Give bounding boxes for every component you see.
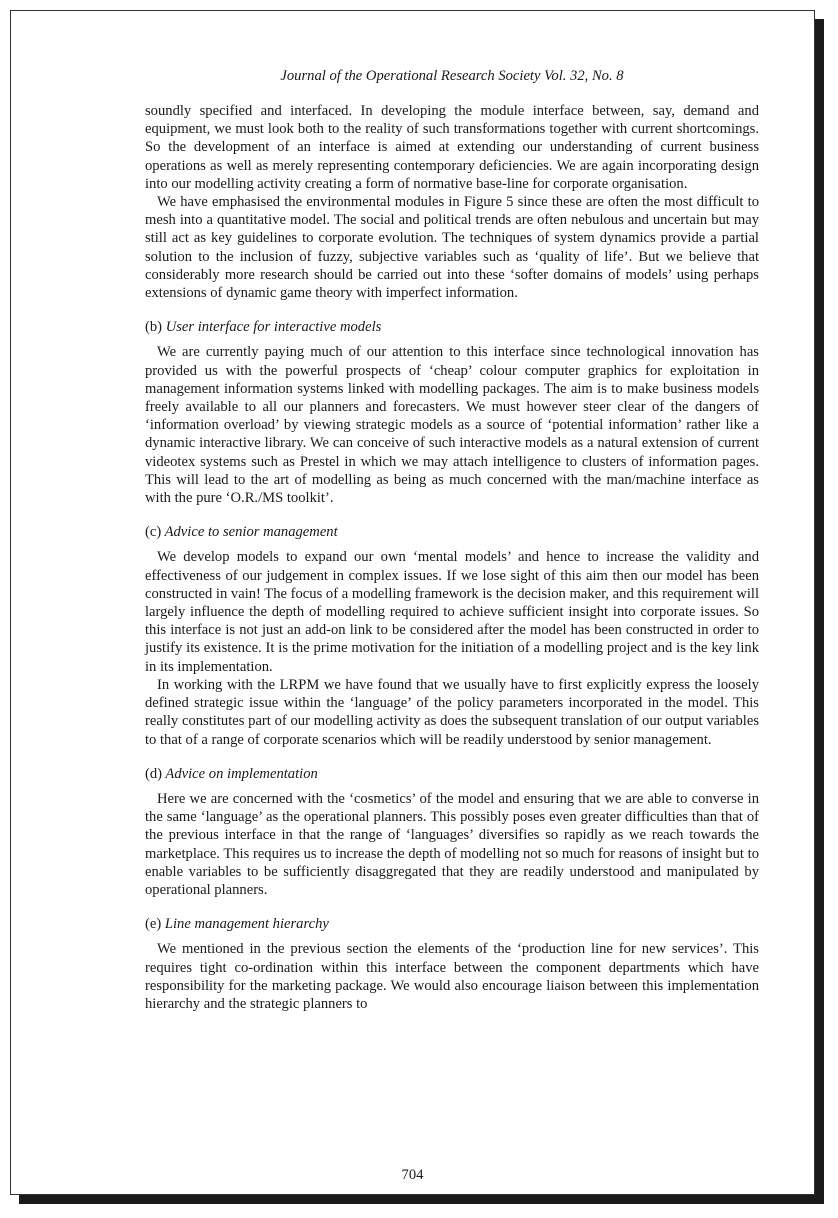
section-heading-b <box>145 318 759 336</box>
section-heading-d <box>145 765 759 783</box>
section-title: User interface for interactive models <box>165 319 382 336</box>
section-title: Advice to senior management <box>164 524 338 541</box>
paragraph: We are currently paying much of our attention to this interface since technological innovation has provided us with the powerful prospects of ‘cheap’ colour computer graphics for exploitation in management information systems linked with modelling packages. The aim is to make business models freely available to all our planners and forecasters. We must however steer clear of the dangers of ‘information overload’ by viewing strategic models as a source of ‘potential information’ rather like a dynamic interactive library. We can conceive of such interactive models as a natural extension of current videotex systems such as Prestel in which we may attach intelligence to clusters of information pages. This will lead to the art of modelling as being as much concerned with the man/machine interface as with the pure ‘O.R./MS toolkit’. <box>145 344 759 507</box>
section-title: Line management hierarchy <box>164 916 329 933</box>
paragraph: We develop models to expand our own ‘mental models’ and hence to increase the validity and effectiveness of our judgement in complex issues. If we lose sight of this aim then our model has been constructed in vain! The focus of a modelling framework is the decision maker, and this requirement will largely influence the depth of modelling required to achieve sufficient insight into corporate issues. So this interface is not just an add-on link to be considered after the model has been constructed in order to justify its existence. It is the prime motivation for the initiation of a modelling project and is the key link in its implementation. <box>145 549 759 675</box>
paragraph: In working with the LRPM we have found that we usually have to first explicitly express the loosely defined strategic issue within the ‘language’ of the policy parameters incorporated in the model. This really constitutes part of our modelling activity as does the subsequent translation of our output variables to that of a range of corporate scenarios which will be readily understood by senior management. <box>145 676 759 748</box>
page-number: 704 <box>401 1167 424 1183</box>
paragraph: We mentioned in the previous section the elements of the ‘production line for new services’. This requires tight co-ordination within this interface between the component departments which have responsibility for the marketing package. We would also encourage liaison between this implementation hierarchy and the strategic planners to <box>145 941 759 1012</box>
paragraph: soundly specified and interfaced. In developing the module interface between, say, demand and equipment, we must look both to the reality of such transformations together with current shortcomings. So the development of an interface is aimed at extending our understanding of current business operations as well as merely representing contemporary deficiencies. We are again incorporating design into our modelling activity creating a form of normative base-line for corporate organisation. <box>145 103 759 192</box>
section-heading-c <box>145 523 759 541</box>
running-header: Journal of the Operational Research Society Vol. 32, No. 8 <box>280 68 624 84</box>
section-title: Advice on implementation <box>165 765 318 782</box>
page-content <box>145 67 759 1013</box>
section-number: (b) <box>145 319 163 336</box>
section-heading-e <box>145 915 759 933</box>
section-number: (c) <box>145 524 162 541</box>
paragraph: We have emphasised the environmental modules in Figure 5 since these are often the most difficult to mesh into a quantitative model. The social and political trends are often nebulous and uncertain but may still act as key guidelines to corporate evolution. The techniques of system dynamics provide a partial solution to the inclusion of fuzzy, subjective variables such as ‘quality of life’. But we believe that considerably more research should be carried out into these ‘softer domains of models’ using perhaps extensions of dynamic game theory with imperfect information. <box>145 194 759 302</box>
section-number: (d) <box>145 765 163 782</box>
paragraph: Here we are concerned with the ‘cosmetics’ of the model and ensuring that we are able to converse in the same ‘language’ as the operational planners. This possibly poses even greater difficulties than that of the previous interface in that the range of ‘languages’ diversifies so rapidly as we reach towards the marketplace. This requires us to increase the depth of modelling not so much for reasons of insight but to enable variables to be sufficiently disaggregated that they are readily understood and manipulated by operational planners. <box>145 790 759 898</box>
section-number: (e) <box>145 916 162 933</box>
journal-page <box>10 10 815 1195</box>
